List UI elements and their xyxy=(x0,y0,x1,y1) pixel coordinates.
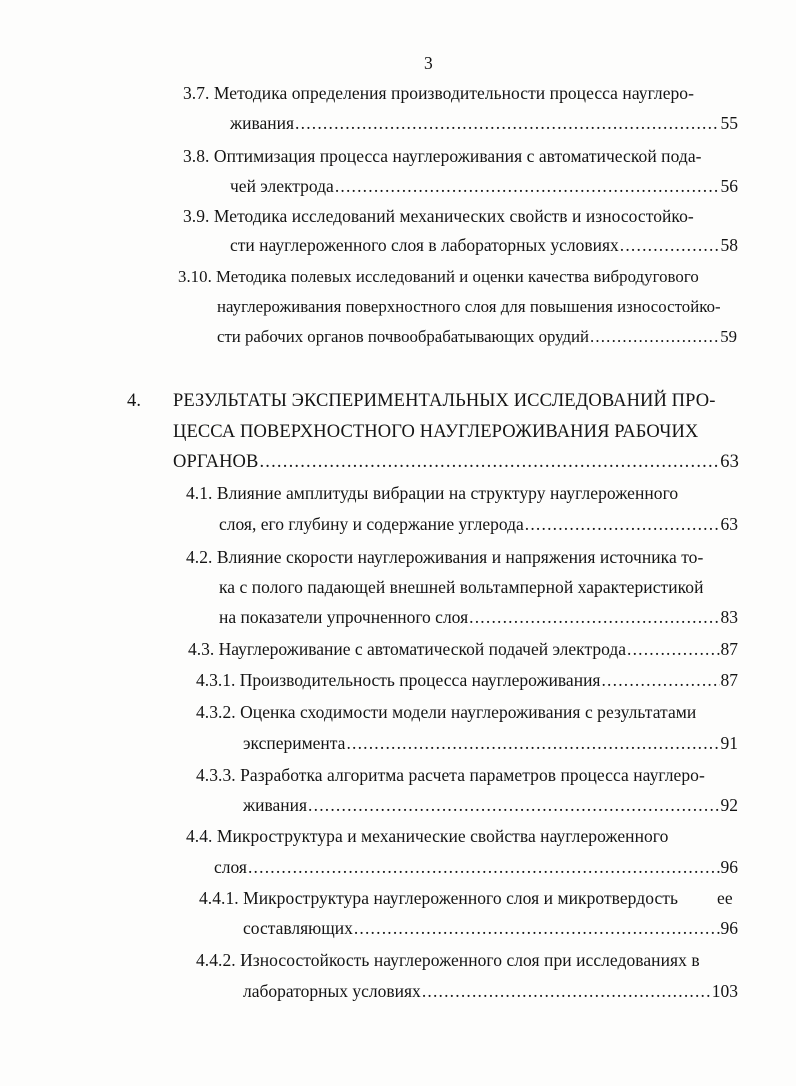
toc-page-number: 96 xyxy=(720,857,738,877)
toc-entry-title-cont: чей электрода xyxy=(230,176,334,196)
toc-entry-leader-line xyxy=(219,513,738,535)
chapter-number: 4. xyxy=(127,391,142,411)
toc-page-number: 59 xyxy=(720,327,737,346)
dot-leader xyxy=(525,513,720,535)
toc-entry-leader-line xyxy=(196,669,738,691)
toc-entry-leader-line xyxy=(188,638,738,660)
toc-page-number: 91 xyxy=(720,733,738,753)
dot-leader xyxy=(620,234,720,256)
toc-entry-title: 4.3.1. Производительность процесса науглероживания xyxy=(196,670,601,690)
toc-page-number: 87 xyxy=(720,639,738,659)
toc-page-number: 55 xyxy=(720,113,738,133)
toc-page-number: 92 xyxy=(720,795,738,815)
toc-entry-title-cont: сти науглероженного слоя в лабораторных условиях xyxy=(230,235,619,255)
toc-entry-title-cont: составляющих xyxy=(243,918,353,938)
toc-entry-title-cont: науглероживания поверхностного слоя для повышения износостойко- xyxy=(217,297,721,316)
toc-entry-title-cont: живания xyxy=(230,113,295,133)
toc-entry-leader-line xyxy=(243,732,738,754)
toc-entry-leader-line xyxy=(243,794,738,816)
toc-entry-title: 3.10. Методика полевых исследований и оценки качества вибродугового xyxy=(178,267,699,286)
toc-entry-leader-line xyxy=(173,451,739,473)
dot-leader xyxy=(590,326,719,348)
toc-entry-leader-line xyxy=(243,980,738,1002)
toc-entry-leader-line xyxy=(214,856,738,878)
toc-page-number: 58 xyxy=(720,235,738,255)
dot-leader xyxy=(346,732,719,754)
toc-entry-title-cont: сти рабочих органов почвообрабатывающих орудий xyxy=(217,327,589,346)
toc-entry-title-cont: ка с полого падающей внешней вольтамперной характеристикой xyxy=(219,577,704,597)
toc-page-number: 103 xyxy=(711,981,738,1001)
toc-entry-leader-line xyxy=(230,234,738,256)
dot-leader xyxy=(422,980,711,1002)
toc-entry-leader-line xyxy=(219,606,738,628)
chapter-title-cont: ОРГАНОВ xyxy=(173,452,259,472)
dot-leader xyxy=(601,669,719,691)
toc-entry-title: 4.3.2. Оценка сходимости модели науглероживания с результатами xyxy=(196,702,697,722)
toc-page-number: 83 xyxy=(720,607,738,627)
toc-entry-title: 4.1. Влияние амплитуды вибрации на структуру науглероженного xyxy=(186,483,679,503)
chapter-title-cont: ЦЕССА ПОВЕРХНОСТНОГО НАУГЛЕРОЖИВАНИЯ РАБОЧИХ xyxy=(173,422,699,442)
toc-page-number: 87 xyxy=(720,670,738,690)
toc-page-number: 56 xyxy=(720,176,738,196)
toc-entry-title: 4.3.3. Разработка алгоритма расчета параметров процесса науглеро- xyxy=(196,765,705,785)
chapter-title: РЕЗУЛЬТАТЫ ЭКСПЕРИМЕНТАЛЬНЫХ ИССЛЕДОВАНИЙ ПРО- xyxy=(173,391,716,411)
page-number: 3 xyxy=(424,53,433,73)
toc-entry-title-end: ее xyxy=(717,888,733,908)
toc-entry-title: 4.3. Науглероживание с автоматической подачей электрода xyxy=(188,639,626,659)
toc-entry-title-cont: живания xyxy=(243,795,308,815)
toc-entry-title: 4.2. Влияние скорости науглероживания и напряжения источника то- xyxy=(186,547,704,567)
toc-entry-title: 4.4.1. Микроструктура науглероженного слоя и микротвердость xyxy=(199,888,678,908)
toc-entry-title-cont: слоя, его глубину и содержание углерода xyxy=(219,514,524,534)
toc-entry-title-cont: эксперимента xyxy=(243,733,346,753)
dot-leader xyxy=(335,175,720,197)
dot-leader xyxy=(354,917,720,939)
toc-page-number: 63 xyxy=(720,452,739,472)
toc-entry-title: 3.8. Оптимизация процесса науглероживания с автоматической пода- xyxy=(183,146,702,166)
toc-entry-leader-line xyxy=(217,326,737,348)
toc-entry-leader-line xyxy=(230,175,738,197)
toc-page-number: 63 xyxy=(720,514,738,534)
dot-leader xyxy=(469,606,719,628)
dot-leader xyxy=(295,112,719,134)
dot-leader xyxy=(627,638,720,660)
toc-entry-title: 3.7. Методика определения производительности процесса науглеро- xyxy=(183,83,694,103)
dot-leader xyxy=(308,794,719,816)
toc-entry-leader-line xyxy=(230,112,738,134)
toc-entry-leader-line xyxy=(243,917,738,939)
toc-entry-title-cont: лабораторных условиях xyxy=(243,981,421,1001)
dot-leader xyxy=(259,451,719,473)
toc-page-number: 96 xyxy=(720,918,738,938)
dot-leader xyxy=(248,856,720,878)
toc-entry-title: 4.4.2. Износостойкость науглероженного слоя при исследованиях в xyxy=(196,950,700,970)
toc-entry-title-cont: на показатели упрочненного слоя xyxy=(219,607,469,627)
toc-entry-title-cont: слоя xyxy=(214,857,247,877)
toc-entry-title: 3.9. Методика исследований механических свойств и износостойко- xyxy=(183,206,694,226)
toc-entry-title: 4.4. Микроструктура и механические свойства науглероженного xyxy=(186,826,669,846)
